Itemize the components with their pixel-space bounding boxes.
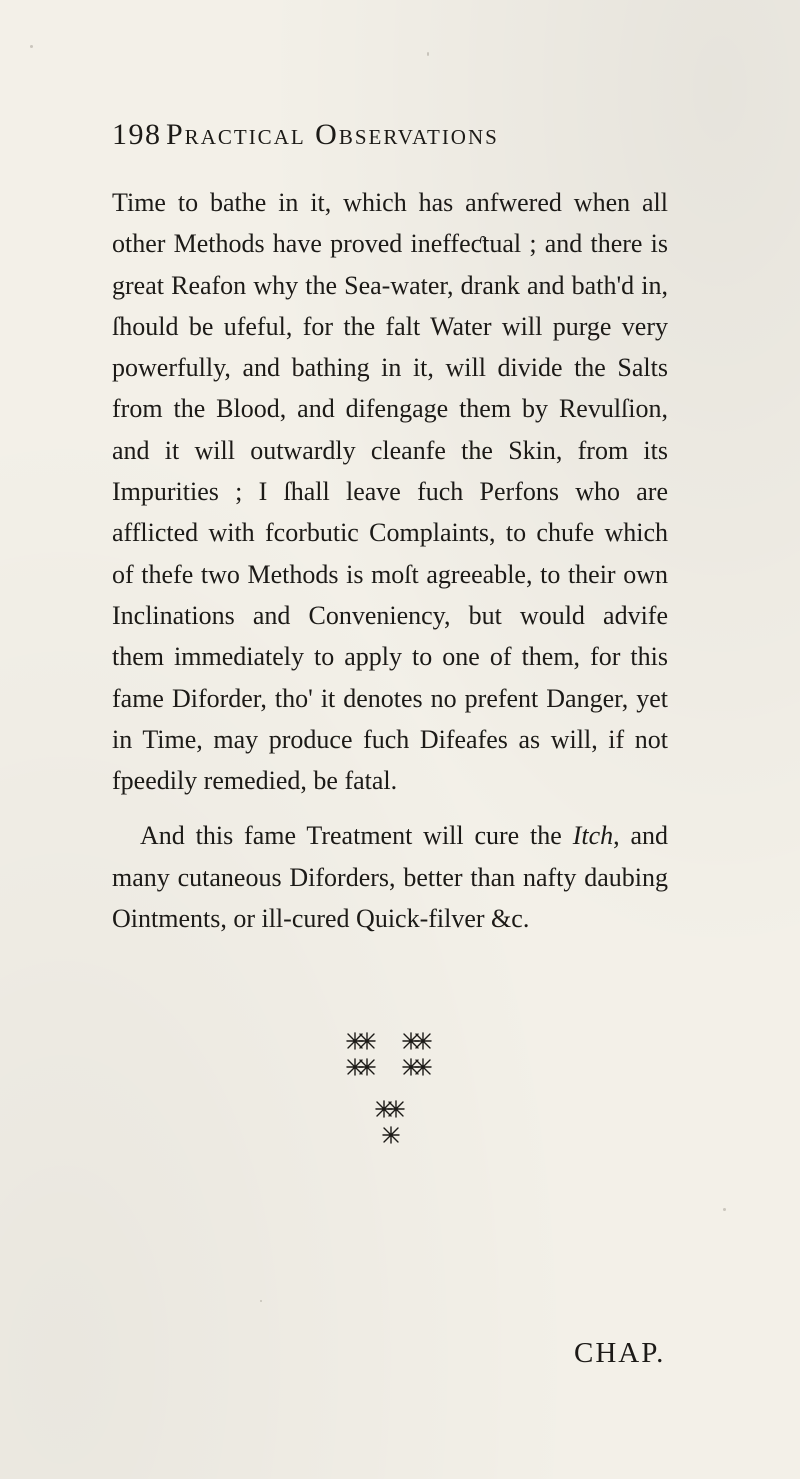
paper-speck (260, 1300, 262, 1302)
page-number: 198 (112, 118, 162, 151)
asterism-ornament-icon (340, 1030, 450, 1180)
running-head-title: Practical Observations (166, 118, 499, 151)
paper-speck (427, 52, 429, 56)
paragraph-1: Time to bathe in it, which has anfwered when all other Methods have proved ineffeƈtual ; and there is great Reafon why the Sea-water, drank and bath'd in, ſhould be ufeful, for the falt Water will purge very powerfully, and bathing in it, will divide the Salts from the Blood, and difengage them by Revulſion, and it will outwardly cleanfe the Skin, from its Impurities ; I ſhall leave fuch Perfons who are afflicted with fcorbutic Complaints, to chufe which of thefe two Methods is moſt agreeable, to their own Inclinations and Conveniency, but would advife them immediately to apply to one of them, for this fame Diforder, tho' it denotes no prefent Danger, yet in Time, may produce fuch Difeafes as will, if not fpeedily remedied, be fatal. (112, 188, 668, 796)
paragraph-2 (112, 815, 668, 939)
body-text (112, 182, 668, 939)
paragraph-2-italic-word: Itch (572, 821, 614, 851)
paper-speck (723, 1208, 726, 1211)
paper-speck (30, 45, 33, 48)
catchword: CHAP. (574, 1337, 666, 1369)
paragraph-2-end: , and many cutaneous Diforders, better than nafty daubing Ointments, or ill-cured Quick-filver &c. (112, 821, 669, 934)
paragraph-2-start: And this fame Treatment will cure the (140, 821, 573, 851)
running-head (112, 118, 652, 162)
